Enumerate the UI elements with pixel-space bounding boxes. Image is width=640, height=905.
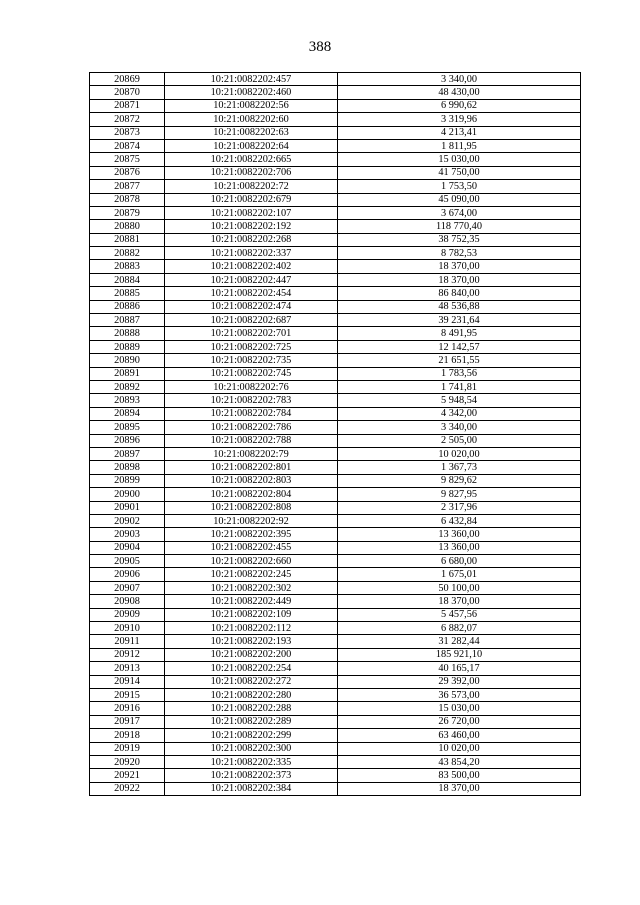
value-cell: 10 020,00: [338, 447, 581, 460]
row-number-cell: 20880: [90, 220, 165, 233]
row-number-cell: 20915: [90, 688, 165, 701]
cadastral-number-cell: 10:21:0082202:272: [165, 675, 338, 688]
value-cell: 13 360,00: [338, 528, 581, 541]
value-cell: 15 030,00: [338, 702, 581, 715]
row-number-cell: 20871: [90, 99, 165, 112]
cadastral-number-cell: 10:21:0082202:245: [165, 568, 338, 581]
cadastral-number-cell: 10:21:0082202:660: [165, 555, 338, 568]
cadastral-number-cell: 10:21:0082202:803: [165, 474, 338, 487]
data-table: [89, 72, 581, 796]
table-row: [90, 528, 581, 541]
table-row: [90, 688, 581, 701]
cadastral-number-cell: 10:21:0082202:395: [165, 528, 338, 541]
cadastral-number-cell: 10:21:0082202:788: [165, 434, 338, 447]
value-cell: 36 573,00: [338, 688, 581, 701]
value-cell: 18 370,00: [338, 260, 581, 273]
row-number-cell: 20899: [90, 474, 165, 487]
table-row: [90, 447, 581, 460]
table-row: [90, 260, 581, 273]
value-cell: 43 854,20: [338, 755, 581, 768]
table-row: [90, 166, 581, 179]
row-number-cell: 20890: [90, 354, 165, 367]
value-cell: 29 392,00: [338, 675, 581, 688]
cadastral-number-cell: 10:21:0082202:373: [165, 769, 338, 782]
row-number-cell: 20900: [90, 488, 165, 501]
table-row: [90, 421, 581, 434]
table-row: [90, 139, 581, 152]
row-number-cell: 20898: [90, 461, 165, 474]
value-cell: 3 319,96: [338, 113, 581, 126]
table-row: [90, 126, 581, 139]
table-row: [90, 474, 581, 487]
cadastral-number-cell: 10:21:0082202:79: [165, 447, 338, 460]
value-cell: 1 811,95: [338, 139, 581, 152]
cadastral-number-cell: 10:21:0082202:679: [165, 193, 338, 206]
cadastral-number-cell: 10:21:0082202:801: [165, 461, 338, 474]
row-number-cell: 20901: [90, 501, 165, 514]
table-row: [90, 662, 581, 675]
table-row: [90, 648, 581, 661]
row-number-cell: 20879: [90, 206, 165, 219]
row-number-cell: 20888: [90, 327, 165, 340]
row-number-cell: 20905: [90, 555, 165, 568]
cadastral-number-cell: 10:21:0082202:268: [165, 233, 338, 246]
table-row: [90, 782, 581, 795]
table-row: [90, 354, 581, 367]
row-number-cell: 20909: [90, 608, 165, 621]
value-cell: 1 783,56: [338, 367, 581, 380]
cadastral-number-cell: 10:21:0082202:457: [165, 73, 338, 86]
value-cell: 13 360,00: [338, 541, 581, 554]
value-cell: 6 990,62: [338, 99, 581, 112]
row-number-cell: 20914: [90, 675, 165, 688]
table-row: [90, 461, 581, 474]
value-cell: 38 752,35: [338, 233, 581, 246]
cadastral-number-cell: 10:21:0082202:193: [165, 635, 338, 648]
row-number-cell: 20920: [90, 755, 165, 768]
table-body: [90, 73, 581, 796]
table-row: [90, 568, 581, 581]
cadastral-number-cell: 10:21:0082202:254: [165, 662, 338, 675]
table-row: [90, 488, 581, 501]
value-cell: 1 753,50: [338, 180, 581, 193]
table-row: [90, 501, 581, 514]
row-number-cell: 20882: [90, 247, 165, 260]
value-cell: 18 370,00: [338, 782, 581, 795]
row-number-cell: 20874: [90, 139, 165, 152]
page-number: 388: [308, 39, 332, 55]
row-number-cell: 20870: [90, 86, 165, 99]
value-cell: 4 213,41: [338, 126, 581, 139]
value-cell: 15 030,00: [338, 153, 581, 166]
cadastral-number-cell: 10:21:0082202:701: [165, 327, 338, 340]
row-number-cell: 20903: [90, 528, 165, 541]
cadastral-number-cell: 10:21:0082202:192: [165, 220, 338, 233]
value-cell: 9 829,62: [338, 474, 581, 487]
row-number-cell: 20893: [90, 394, 165, 407]
cadastral-number-cell: 10:21:0082202:454: [165, 287, 338, 300]
value-cell: 21 651,55: [338, 354, 581, 367]
table-row: [90, 715, 581, 728]
table-row: [90, 367, 581, 380]
table-row: [90, 327, 581, 340]
row-number-cell: 20922: [90, 782, 165, 795]
value-cell: 8 491,95: [338, 327, 581, 340]
value-cell: 2 317,96: [338, 501, 581, 514]
row-number-cell: 20884: [90, 273, 165, 286]
table-row: [90, 729, 581, 742]
table-row: [90, 635, 581, 648]
row-number-cell: 20919: [90, 742, 165, 755]
cadastral-number-cell: 10:21:0082202:302: [165, 581, 338, 594]
cadastral-number-cell: 10:21:0082202:64: [165, 139, 338, 152]
value-cell: 39 231,64: [338, 314, 581, 327]
value-cell: 83 500,00: [338, 769, 581, 782]
value-cell: 9 827,95: [338, 488, 581, 501]
cadastral-number-cell: 10:21:0082202:76: [165, 380, 338, 393]
value-cell: 3 674,00: [338, 206, 581, 219]
table-row: [90, 675, 581, 688]
table-row: [90, 180, 581, 193]
row-number-cell: 20885: [90, 287, 165, 300]
table-row: [90, 73, 581, 86]
cadastral-number-cell: 10:21:0082202:112: [165, 622, 338, 635]
row-number-cell: 20894: [90, 407, 165, 420]
row-number-cell: 20907: [90, 581, 165, 594]
value-cell: 185 921,10: [338, 648, 581, 661]
row-number-cell: 20877: [90, 180, 165, 193]
cadastral-number-cell: 10:21:0082202:460: [165, 86, 338, 99]
cadastral-number-cell: 10:21:0082202:786: [165, 421, 338, 434]
row-number-cell: 20906: [90, 568, 165, 581]
row-number-cell: 20916: [90, 702, 165, 715]
row-number-cell: 20917: [90, 715, 165, 728]
table-row: [90, 407, 581, 420]
row-number-cell: 20872: [90, 113, 165, 126]
cadastral-number-cell: 10:21:0082202:725: [165, 340, 338, 353]
row-number-cell: 20891: [90, 367, 165, 380]
value-cell: 41 750,00: [338, 166, 581, 179]
table-row: [90, 394, 581, 407]
row-number-cell: 20883: [90, 260, 165, 273]
cadastral-number-cell: 10:21:0082202:300: [165, 742, 338, 755]
row-number-cell: 20876: [90, 166, 165, 179]
row-number-cell: 20892: [90, 380, 165, 393]
row-number-cell: 20913: [90, 662, 165, 675]
row-number-cell: 20869: [90, 73, 165, 86]
cadastral-number-cell: 10:21:0082202:735: [165, 354, 338, 367]
row-number-cell: 20875: [90, 153, 165, 166]
table-row: [90, 742, 581, 755]
table-row: [90, 193, 581, 206]
value-cell: 31 282,44: [338, 635, 581, 648]
value-cell: 12 142,57: [338, 340, 581, 353]
table-row: [90, 581, 581, 594]
cadastral-number-cell: 10:21:0082202:706: [165, 166, 338, 179]
table-row: [90, 86, 581, 99]
cadastral-number-cell: 10:21:0082202:109: [165, 608, 338, 621]
row-number-cell: 20878: [90, 193, 165, 206]
value-cell: 8 782,53: [338, 247, 581, 260]
row-number-cell: 20902: [90, 514, 165, 527]
row-number-cell: 20908: [90, 595, 165, 608]
value-cell: 40 165,17: [338, 662, 581, 675]
cadastral-number-cell: 10:21:0082202:447: [165, 273, 338, 286]
row-number-cell: 20918: [90, 729, 165, 742]
value-cell: 5 948,54: [338, 394, 581, 407]
cadastral-number-cell: 10:21:0082202:804: [165, 488, 338, 501]
table-row: [90, 608, 581, 621]
row-number-cell: 20889: [90, 340, 165, 353]
cadastral-number-cell: 10:21:0082202:72: [165, 180, 338, 193]
value-cell: 1 367,73: [338, 461, 581, 474]
table-row: [90, 273, 581, 286]
row-number-cell: 20887: [90, 314, 165, 327]
value-cell: 6 882,07: [338, 622, 581, 635]
table-row: [90, 153, 581, 166]
cadastral-number-cell: 10:21:0082202:280: [165, 688, 338, 701]
cadastral-number-cell: 10:21:0082202:63: [165, 126, 338, 139]
cadastral-number-cell: 10:21:0082202:299: [165, 729, 338, 742]
value-cell: 5 457,56: [338, 608, 581, 621]
cadastral-number-cell: 10:21:0082202:455: [165, 541, 338, 554]
value-cell: 118 770,40: [338, 220, 581, 233]
row-number-cell: 20873: [90, 126, 165, 139]
table-row: [90, 340, 581, 353]
value-cell: 50 100,00: [338, 581, 581, 594]
row-number-cell: 20910: [90, 622, 165, 635]
table-row: [90, 755, 581, 768]
cadastral-number-cell: 10:21:0082202:745: [165, 367, 338, 380]
cadastral-number-cell: 10:21:0082202:449: [165, 595, 338, 608]
table-row: [90, 622, 581, 635]
value-cell: 48 536,88: [338, 300, 581, 313]
value-cell: 2 505,00: [338, 434, 581, 447]
table-row: [90, 247, 581, 260]
table-row: [90, 113, 581, 126]
table-row: [90, 300, 581, 313]
table-row: [90, 595, 581, 608]
value-cell: 6 432,84: [338, 514, 581, 527]
value-cell: 18 370,00: [338, 595, 581, 608]
table-row: [90, 314, 581, 327]
cadastral-number-cell: 10:21:0082202:402: [165, 260, 338, 273]
cadastral-number-cell: 10:21:0082202:687: [165, 314, 338, 327]
value-cell: 26 720,00: [338, 715, 581, 728]
value-cell: 3 340,00: [338, 421, 581, 434]
table-row: [90, 541, 581, 554]
cadastral-number-cell: 10:21:0082202:289: [165, 715, 338, 728]
cadastral-number-cell: 10:21:0082202:783: [165, 394, 338, 407]
row-number-cell: 20895: [90, 421, 165, 434]
cadastral-number-cell: 10:21:0082202:56: [165, 99, 338, 112]
table-row: [90, 769, 581, 782]
row-number-cell: 20897: [90, 447, 165, 460]
value-cell: 4 342,00: [338, 407, 581, 420]
row-number-cell: 20921: [90, 769, 165, 782]
value-cell: 18 370,00: [338, 273, 581, 286]
cadastral-number-cell: 10:21:0082202:808: [165, 501, 338, 514]
value-cell: 1 675,01: [338, 568, 581, 581]
table-row: [90, 555, 581, 568]
table-row: [90, 380, 581, 393]
cadastral-number-cell: 10:21:0082202:92: [165, 514, 338, 527]
value-cell: 10 020,00: [338, 742, 581, 755]
value-cell: 6 680,00: [338, 555, 581, 568]
cadastral-number-cell: 10:21:0082202:384: [165, 782, 338, 795]
value-cell: 86 840,00: [338, 287, 581, 300]
row-number-cell: 20896: [90, 434, 165, 447]
row-number-cell: 20904: [90, 541, 165, 554]
table-row: [90, 434, 581, 447]
table-row: [90, 233, 581, 246]
table-row: [90, 287, 581, 300]
row-number-cell: 20881: [90, 233, 165, 246]
value-cell: 48 430,00: [338, 86, 581, 99]
cadastral-number-cell: 10:21:0082202:784: [165, 407, 338, 420]
cadastral-number-cell: 10:21:0082202:665: [165, 153, 338, 166]
table-row: [90, 206, 581, 219]
cadastral-number-cell: 10:21:0082202:337: [165, 247, 338, 260]
value-cell: 45 090,00: [338, 193, 581, 206]
row-number-cell: 20912: [90, 648, 165, 661]
value-cell: 1 741,81: [338, 380, 581, 393]
value-cell: 3 340,00: [338, 73, 581, 86]
table-row: [90, 514, 581, 527]
row-number-cell: 20911: [90, 635, 165, 648]
cadastral-number-cell: 10:21:0082202:107: [165, 206, 338, 219]
cadastral-number-cell: 10:21:0082202:335: [165, 755, 338, 768]
value-cell: 63 460,00: [338, 729, 581, 742]
cadastral-number-cell: 10:21:0082202:288: [165, 702, 338, 715]
row-number-cell: 20886: [90, 300, 165, 313]
cadastral-number-cell: 10:21:0082202:60: [165, 113, 338, 126]
table-row: [90, 220, 581, 233]
cadastral-number-cell: 10:21:0082202:474: [165, 300, 338, 313]
table-row: [90, 99, 581, 112]
cadastral-number-cell: 10:21:0082202:200: [165, 648, 338, 661]
table-row: [90, 702, 581, 715]
